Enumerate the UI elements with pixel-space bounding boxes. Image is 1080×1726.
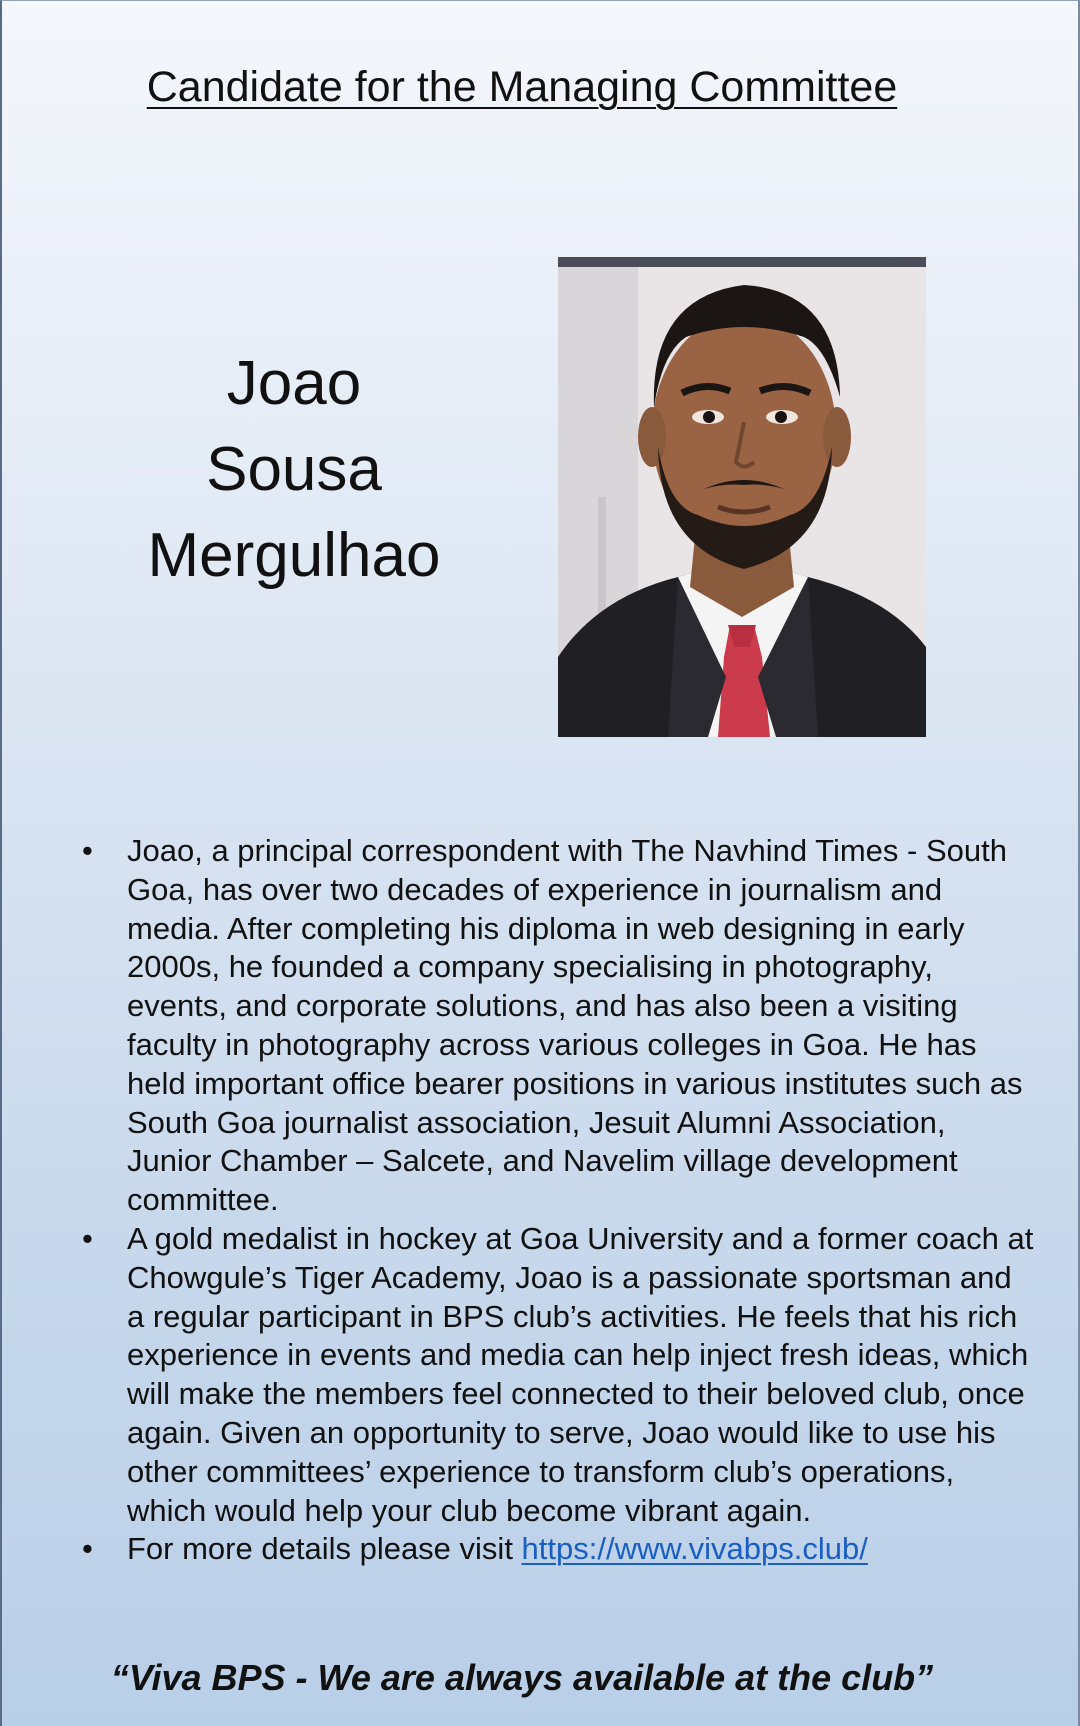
list-item bbox=[77, 832, 1037, 1220]
page-title: Candidate for the Managing Committee bbox=[146, 63, 898, 111]
candidate-photo bbox=[558, 257, 926, 737]
candidate-last-name: Mergulhao bbox=[147, 521, 441, 590]
tagline: “Viva BPS - We are always available at the club” bbox=[110, 1657, 934, 1698]
bio-paragraph-sports: A gold medalist in hockey at Goa University and a former coach at Chowgule’s Tiger Academy, Joao is a passionate sportsman and a regular participant in BPS club’s activities. He feels that his rich experience in events and media can help inject fresh ideas, which will make the members feel connected to their beloved club, once again. Given an opportunity to serve, Joao would like to use his other committees’ experience to transform club’s operations, which would help your club become vibrant again. bbox=[127, 1220, 1034, 1528]
bio-bullet-list bbox=[77, 832, 1037, 1569]
list-item bbox=[77, 1220, 1037, 1530]
bullet-icon: • bbox=[82, 1531, 93, 1567]
bullet-icon: • bbox=[82, 1220, 93, 1256]
candidate-name bbox=[94, 341, 494, 599]
candidate-first-name: Joao bbox=[226, 349, 362, 418]
list-item bbox=[77, 1530, 1037, 1569]
bio-paragraph-career: Joao, a principal correspondent with The Navhind Times - South Goa, has over two decades of experience in journalism and media. After completing his diploma in web designing in early 2000s, he founded a company specialising in photography, events, and corporate solutions, and has also been a visiting faculty in photography across various colleges in Goa. He has held important office bearer positions in various institutes such as South Goa journalist association, Jesuit Alumni Association, Junior Chamber – Salcete, and Navelim village development committee. bbox=[127, 833, 1023, 1218]
website-link[interactable]: https://www.vivabps.club/ bbox=[521, 1531, 868, 1567]
details-label: For more details please visit bbox=[127, 1531, 522, 1567]
candidate-middle-name: Sousa bbox=[206, 435, 382, 504]
bullet-icon: • bbox=[82, 833, 93, 868]
